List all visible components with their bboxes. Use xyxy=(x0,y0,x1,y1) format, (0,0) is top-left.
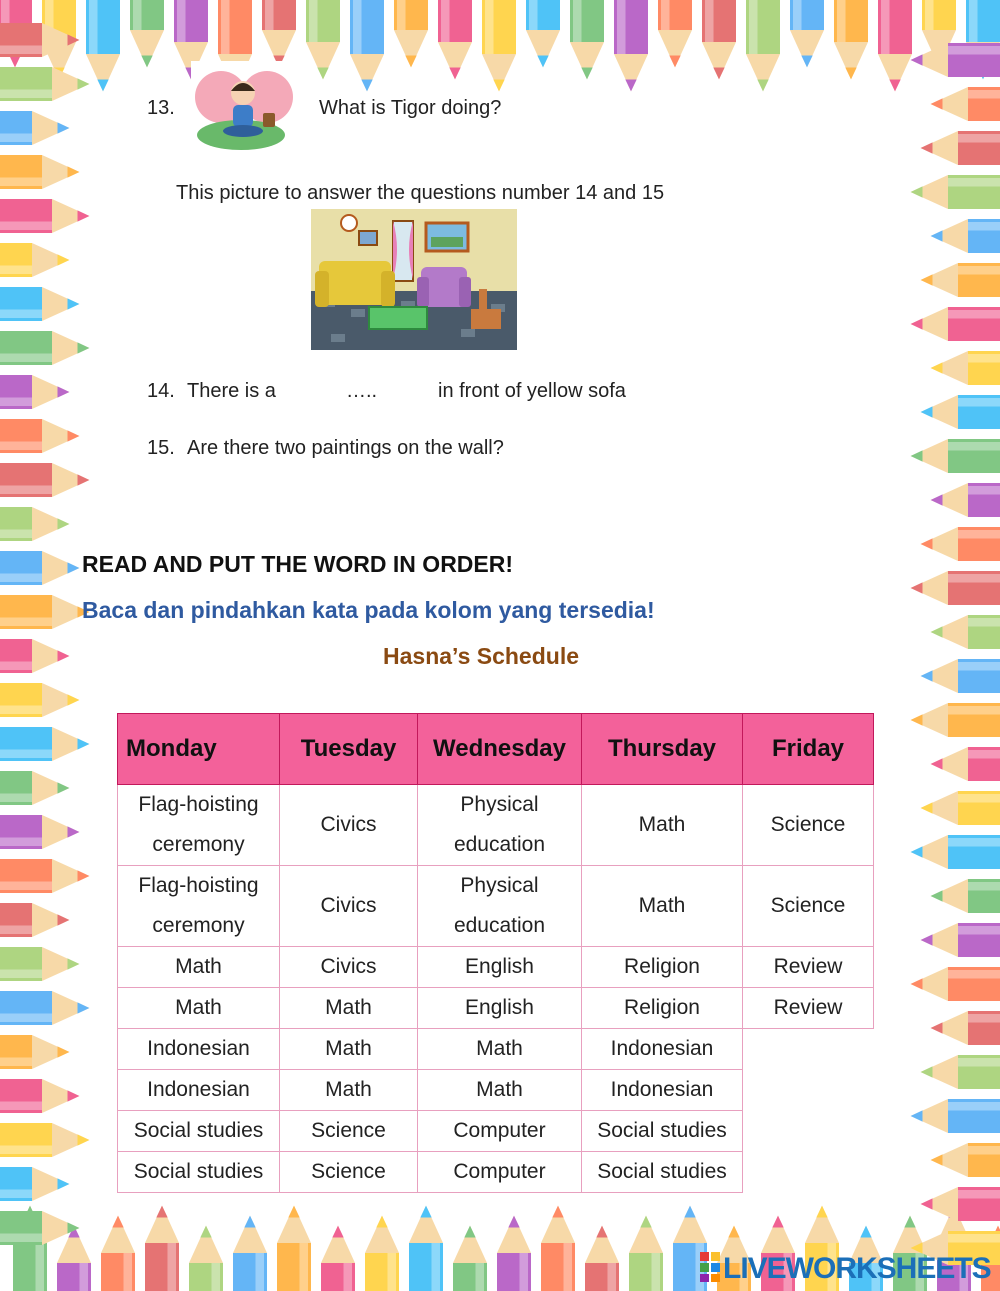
pencil-decoration xyxy=(931,1011,1000,1045)
table-cell: Social studies xyxy=(118,1111,280,1152)
table-cell: Religion xyxy=(582,947,743,988)
table-cell: Science xyxy=(743,866,874,947)
liveworksheets-logo xyxy=(700,1252,991,1286)
section-heading: READ AND PUT THE WORD IN ORDER! xyxy=(82,551,514,577)
table-cell: Indonesian xyxy=(118,1029,280,1070)
pencil-decoration xyxy=(526,0,560,67)
table-cell: Flag-hoisting ceremony xyxy=(118,785,280,866)
pencil-decoration xyxy=(0,727,89,761)
pencil-decoration xyxy=(0,243,69,277)
pencil-decoration xyxy=(394,0,428,67)
picture-intro: This picture to answer the questions number 14 and 15 xyxy=(176,182,665,204)
header-tuesday: Tuesday xyxy=(280,714,418,785)
table-cell: Religion xyxy=(582,988,743,1029)
table-cell xyxy=(743,1111,874,1152)
pencil-decoration xyxy=(321,1226,355,1291)
pencil-decoration xyxy=(409,1206,443,1291)
logo-text: LIVEWORKSHEETS xyxy=(723,1252,991,1285)
pencil-decoration xyxy=(931,615,1000,649)
pencil-decoration xyxy=(0,507,69,541)
table-cell: Flag-hoisting ceremony xyxy=(118,866,280,947)
table-cell xyxy=(743,1152,874,1193)
living-room-illustration xyxy=(311,209,517,350)
pencil-decoration xyxy=(746,0,780,91)
pencil-decoration xyxy=(0,375,69,409)
pencil-decoration xyxy=(233,1216,267,1291)
pencil-decoration xyxy=(482,0,516,91)
pencil-decoration xyxy=(931,879,1000,913)
pencil-decoration xyxy=(629,1216,663,1291)
table-cell: Review xyxy=(743,988,874,1029)
question-13-number: 13. xyxy=(147,97,175,119)
pencil-decoration xyxy=(921,923,1000,957)
table-cell: Science xyxy=(280,1111,418,1152)
pencil-decoration xyxy=(541,1206,575,1291)
table-row xyxy=(118,1070,874,1111)
table-row xyxy=(118,866,874,947)
table-cell: Physical education xyxy=(418,866,582,947)
table-cell: Math xyxy=(280,1070,418,1111)
table-row xyxy=(118,785,874,866)
pencil-decoration xyxy=(0,463,89,497)
pencil-decoration xyxy=(0,331,89,365)
pencil-decoration xyxy=(0,903,69,937)
table-cell: Civics xyxy=(280,785,418,866)
pencil-decoration xyxy=(921,263,1000,297)
header-wednesday: Wednesday xyxy=(418,714,582,785)
question-14-blank[interactable]: ….. xyxy=(346,380,378,402)
pencil-decoration xyxy=(189,1226,223,1291)
question-14-text-after: in front of yellow sofa xyxy=(438,380,626,402)
pencil-decoration xyxy=(0,947,79,981)
pencil-decoration xyxy=(911,307,1000,341)
pencil-decoration xyxy=(0,991,89,1025)
schedule-title: Hasna’s Schedule xyxy=(383,643,580,669)
pencil-decoration xyxy=(614,0,648,91)
pencil-decoration xyxy=(0,111,69,145)
pencil-decoration xyxy=(911,439,1000,473)
pencil-decoration xyxy=(911,43,1000,77)
table-row xyxy=(118,1111,874,1152)
table-cell: Math xyxy=(582,785,743,866)
pencil-decoration xyxy=(878,0,912,91)
table-cell: Math xyxy=(118,988,280,1029)
table-cell: English xyxy=(418,947,582,988)
table-cell: Computer xyxy=(418,1152,582,1193)
pencil-decoration xyxy=(0,1035,69,1069)
table-row xyxy=(118,1152,874,1193)
pencil-decoration xyxy=(911,835,1000,869)
pencil-decoration xyxy=(0,1167,69,1201)
header-monday: Monday xyxy=(118,714,280,785)
pencil-decoration xyxy=(921,395,1000,429)
pencil-decoration xyxy=(453,1226,487,1291)
question-15-text: Are there two paintings on the wall? xyxy=(187,437,504,459)
table-cell: Math xyxy=(118,947,280,988)
pencil-decoration xyxy=(931,1143,1000,1177)
pencil-decoration xyxy=(0,287,79,321)
pencil-decoration xyxy=(0,419,79,453)
pencil-decoration xyxy=(570,0,604,79)
table-cell xyxy=(743,1029,874,1070)
pencil-decoration xyxy=(130,0,164,67)
pencil-decoration xyxy=(0,1079,79,1113)
pencil-decoration xyxy=(145,1206,179,1291)
pencil-decoration xyxy=(834,0,868,79)
table-cell: Indonesian xyxy=(118,1070,280,1111)
logo-mark-icon xyxy=(700,1252,720,1282)
section-subheading: Baca dan pindahkan kata pada kolom yang tersedia! xyxy=(82,597,655,623)
pencil-decoration xyxy=(921,659,1000,693)
schedule-body xyxy=(118,785,874,1193)
table-cell: Social studies xyxy=(582,1111,743,1152)
table-row xyxy=(118,988,874,1029)
pencil-decoration xyxy=(931,747,1000,781)
pencil-decoration xyxy=(0,67,89,101)
tigor-illustration xyxy=(191,61,297,155)
question-13-text: What is Tigor doing? xyxy=(319,97,502,119)
pencil-decoration xyxy=(0,859,89,893)
pencil-decoration xyxy=(0,199,89,233)
pencil-decoration xyxy=(911,967,1000,1001)
table-cell: Science xyxy=(280,1152,418,1193)
pencil-decoration xyxy=(921,527,1000,561)
header-friday: Friday xyxy=(743,714,874,785)
pencil-decoration xyxy=(0,639,69,673)
pencil-decoration xyxy=(658,0,692,67)
header-thursday: Thursday xyxy=(582,714,743,785)
question-14-text-before: There is a xyxy=(187,380,276,402)
table-cell: Civics xyxy=(280,947,418,988)
pencil-decoration xyxy=(0,551,79,585)
table-cell: Civics xyxy=(280,866,418,947)
pencil-decoration xyxy=(911,703,1000,737)
table-cell: Math xyxy=(280,988,418,1029)
table-cell: Math xyxy=(582,866,743,947)
pencil-decoration xyxy=(702,0,736,79)
pencil-decoration xyxy=(86,0,120,91)
pencil-decoration xyxy=(931,351,1000,385)
pencil-decoration xyxy=(438,0,472,79)
table-cell: Social studies xyxy=(118,1152,280,1193)
table-cell: Physical education xyxy=(418,785,582,866)
table-cell: Math xyxy=(418,1070,582,1111)
pencil-decoration xyxy=(931,87,1000,121)
pencil-decoration xyxy=(911,571,1000,605)
table-row xyxy=(118,1029,874,1070)
pencil-decoration xyxy=(0,683,79,717)
pencil-decoration xyxy=(911,175,1000,209)
table-cell xyxy=(743,1070,874,1111)
pencil-decoration xyxy=(0,771,69,805)
table-cell: Science xyxy=(743,785,874,866)
pencil-decoration xyxy=(921,791,1000,825)
pencil-decoration xyxy=(790,0,824,67)
table-cell: English xyxy=(418,988,582,1029)
pencil-decoration xyxy=(0,155,79,189)
pencil-decoration xyxy=(931,483,1000,517)
table-cell: Computer xyxy=(418,1111,582,1152)
pencil-decoration xyxy=(0,595,89,629)
schedule-header-row xyxy=(118,714,874,785)
pencil-decoration xyxy=(0,815,79,849)
pencil-decoration xyxy=(911,1099,1000,1133)
pencil-decoration xyxy=(931,219,1000,253)
pencil-decoration xyxy=(277,1206,311,1291)
table-cell: Math xyxy=(280,1029,418,1070)
schedule-table xyxy=(117,713,874,1193)
question-15-number: 15. xyxy=(147,437,175,459)
pencil-decoration xyxy=(0,1123,89,1157)
pencil-decoration xyxy=(921,1187,1000,1221)
pencil-decoration xyxy=(365,1216,399,1291)
pencil-decoration xyxy=(0,1211,79,1245)
table-cell: Indonesian xyxy=(582,1029,743,1070)
pencil-decoration xyxy=(921,131,1000,165)
table-row xyxy=(118,947,874,988)
question-14-number: 14. xyxy=(147,380,175,402)
table-cell: Indonesian xyxy=(582,1070,743,1111)
table-cell: Social studies xyxy=(582,1152,743,1193)
pencil-decoration xyxy=(101,1216,135,1291)
table-cell: Math xyxy=(418,1029,582,1070)
pencil-decoration xyxy=(262,0,296,67)
pencil-decoration xyxy=(497,1216,531,1291)
pencil-decoration xyxy=(585,1226,619,1291)
pencil-decoration xyxy=(306,0,340,79)
pencil-decoration xyxy=(921,1055,1000,1089)
pencil-decoration xyxy=(350,0,384,91)
table-cell: Review xyxy=(743,947,874,988)
